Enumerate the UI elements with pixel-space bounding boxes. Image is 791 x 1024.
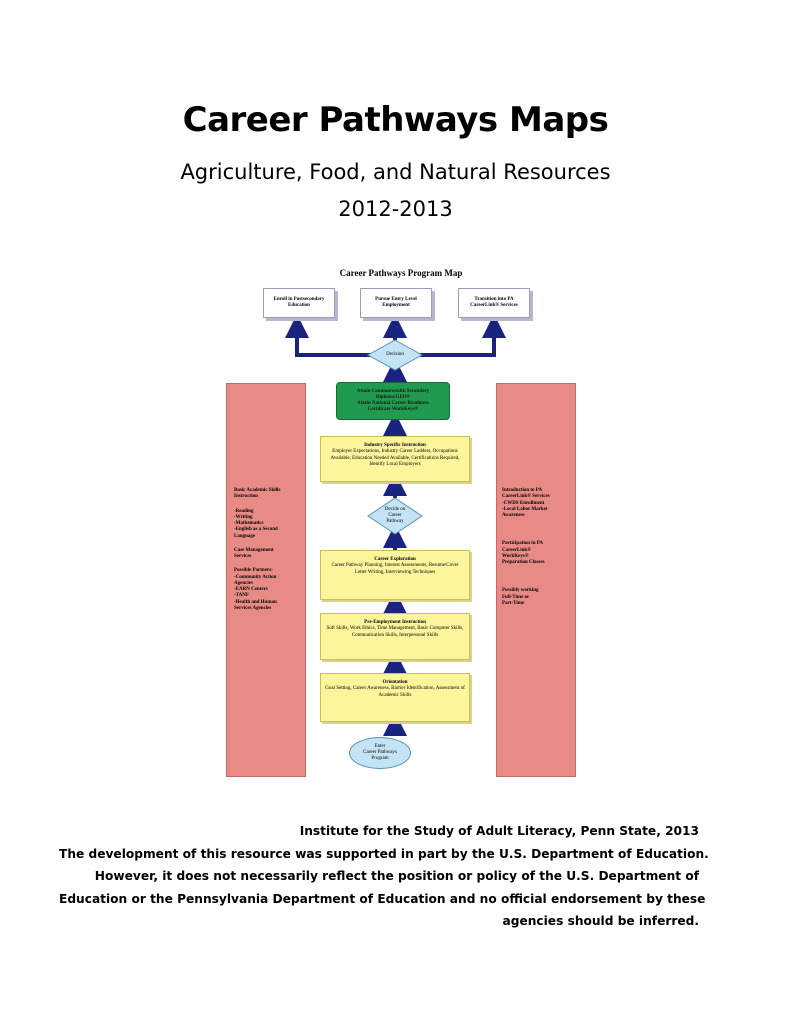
decision-label: Decision	[386, 352, 404, 358]
career-decision-label: Decide on Career Pathway	[384, 507, 406, 524]
career-decision-diamond	[368, 498, 422, 534]
industry-instruction-box	[320, 436, 470, 482]
exploration-heading: Career Exploration	[374, 557, 416, 562]
document-title: Career Pathways Maps	[182, 100, 609, 140]
career-exploration-box	[320, 550, 470, 600]
orientation-body: Goal Setting, Career Awareness, Barrier Identification, Assessment of Academic Skills	[325, 686, 465, 698]
attain-credentials-box: Attain Commonwealth Secondary Diploma/GED® Attain National Career Readiness Certificate WorkKeys®	[336, 382, 450, 420]
outcome-employment: Pursue Entry Level Employment	[360, 288, 432, 318]
left-side-panel	[226, 383, 306, 777]
career-pathways-program-map	[224, 268, 578, 780]
footer-line-institute: Institute for the Study of Adult Literacy, Penn State, 2013	[299, 824, 699, 838]
document-subtitle: Agriculture, Food, and Natural Resources	[180, 160, 611, 184]
right-block-working: Possibly working Full-Time or Part-Time	[502, 588, 539, 606]
right-side-panel	[496, 383, 576, 777]
left-block-partners: Possible Partners: -Community Action Agencies -EARN Centers -TANF -Health and Human Services Agencies	[234, 568, 277, 611]
decision-diamond	[368, 340, 422, 370]
map-title: Career Pathways Program Map	[339, 268, 463, 278]
outcome-careerlink: Transition into PA CareerLink® Services	[458, 288, 530, 318]
document-year: 2012-2013	[338, 197, 453, 221]
pre-employment-heading: Pre-Employment Instruction	[364, 620, 426, 625]
industry-heading: Industry Specific Instruction	[364, 443, 426, 448]
left-block-academic-items: -Reading -Writing -Mathematics -English as a Second Language	[234, 508, 278, 539]
industry-body: Employer Expectations, Industry Career Ladders, Occupations Available, Education Needed Available, Certifications Required, Identify Local Employers	[330, 449, 460, 467]
footer-line-4: Education or the Pennsylvania Department of Education and no official endorsement by these	[59, 891, 706, 906]
footer-line-3: However, it does not necessarily reflect the position or policy of the U.S. Department of	[94, 869, 699, 883]
orientation-box	[320, 673, 470, 722]
orientation-heading: Orientation	[382, 680, 408, 685]
footer-disclaimer	[59, 820, 709, 933]
entry-oval: Enter Career Pathways Program	[349, 737, 411, 769]
exploration-body: Career Pathway Planning, Interest Assessments, Resume/Cover Letter Writing, Interviewing Techniques	[331, 563, 459, 575]
footer-line-2: The development of this resource was supported in part by the U.S. Department of Education.	[59, 846, 709, 861]
right-block-careerlink: Introduction to PA CareerLink® Services -CWDS Enrollment -Local Labor Market Awareness	[502, 488, 550, 518]
pre-employment-body: Soft Skills, Work Ethics, Time Management, Basic Computer Skills, Communication Skills, Interpersonal Skills	[326, 626, 464, 638]
footer-line-5: agencies should be inferred.	[502, 914, 699, 928]
left-block-academic: Basic Academic Skills Instruction	[234, 488, 281, 500]
outcome-postsecondary: Enroll in Postsecondary Education	[263, 288, 335, 318]
pre-employment-box	[320, 613, 470, 660]
left-block-case-management: Case Management Services	[234, 547, 274, 559]
right-block-workkeys: Participation in PA CareerLink® WorkKeys® Preparation Classes	[502, 541, 545, 565]
